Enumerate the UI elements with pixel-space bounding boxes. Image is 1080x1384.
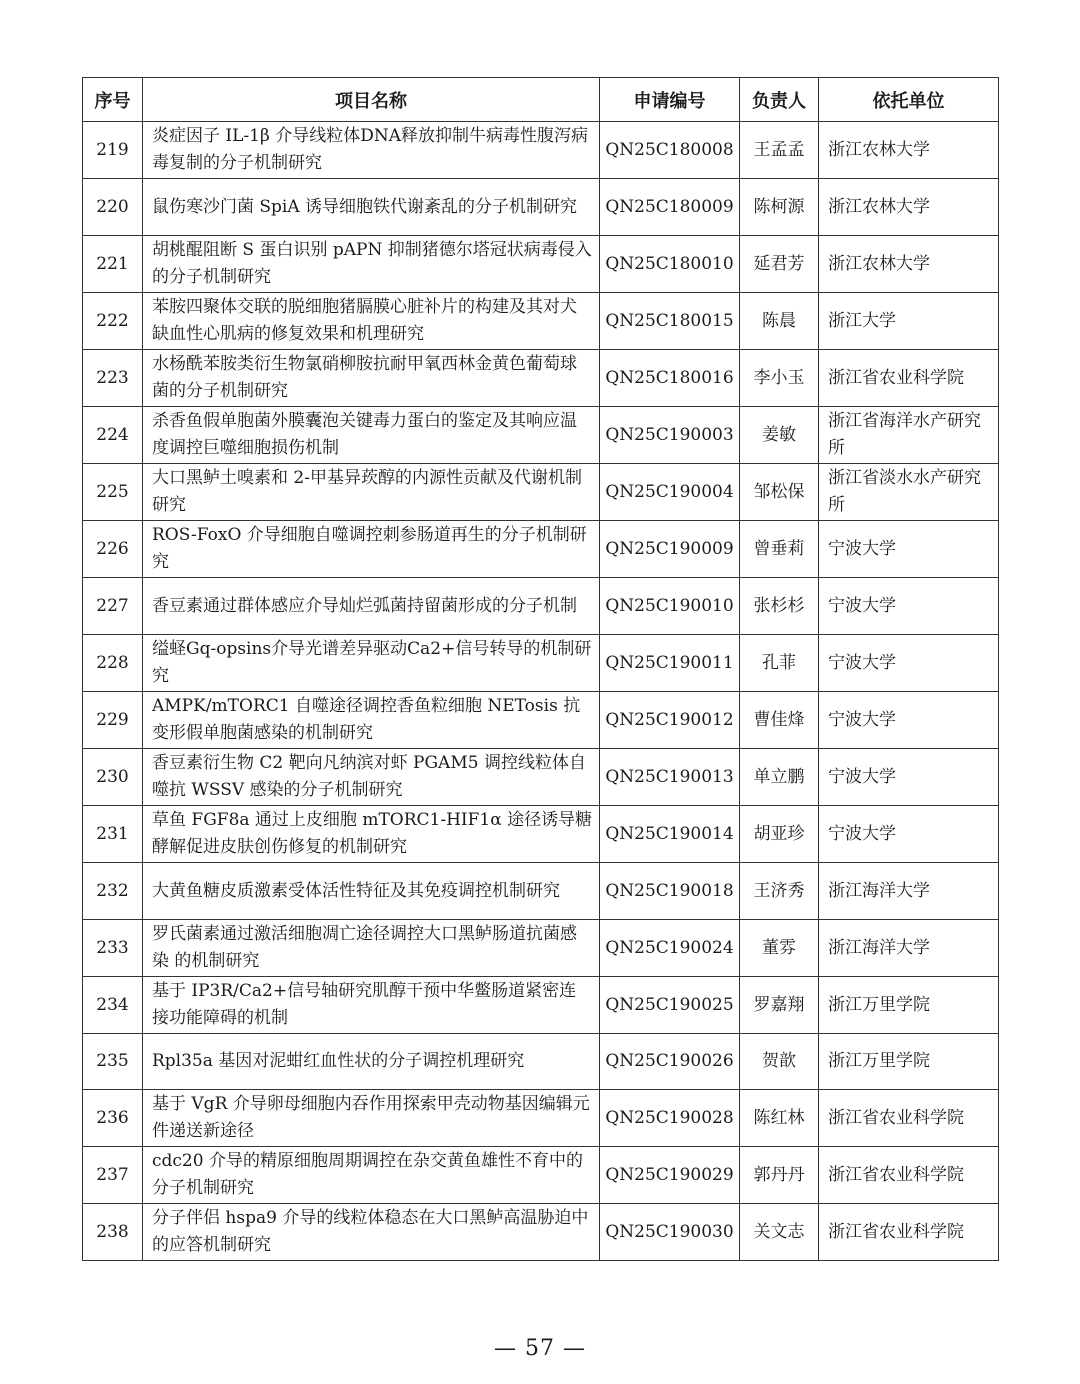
table-row: [83, 977, 999, 1034]
cell-principal-investigator: 陈红林: [740, 1090, 819, 1147]
cell-host-institution: 浙江省农业科学院: [819, 350, 999, 407]
cell-project-name: 香豆素衍生物 C2 靶向凡纳滨对虾 PGAM5 调控线粒体自噬抗 WSSV 感染的分子机制研究: [143, 749, 600, 806]
cell-project-name: 炎症因子 IL-1β 介导线粒体DNA释放抑制牛病毒性腹泻病毒复制的分子机制研究: [143, 122, 600, 179]
cell-serial-number: 230: [83, 749, 143, 806]
cell-application-code: QN25C190026: [600, 1034, 740, 1090]
cell-project-name: 大口黑鲈土嗅素和 2-甲基异莰醇的内源性贡献及代谢机制研究: [143, 464, 600, 521]
cell-serial-number: 233: [83, 920, 143, 977]
cell-principal-investigator: 姜敏: [740, 407, 819, 464]
cell-application-code: QN25C190004: [600, 464, 740, 521]
cell-serial-number: 227: [83, 578, 143, 635]
table-row: [83, 863, 999, 920]
table-row: [83, 635, 999, 692]
cell-project-name: Rpl35a 基因对泥蚶红血性状的分子调控机理研究: [143, 1034, 600, 1090]
page-number: — 57 —: [494, 1336, 586, 1361]
cell-host-institution: 宁波大学: [819, 635, 999, 692]
cell-application-code: QN25C190029: [600, 1147, 740, 1204]
cell-project-name: 胡桃醌阻断 S 蛋白识别 pAPN 抑制猪德尔塔冠状病毒侵入的分子机制研究: [143, 236, 600, 293]
cell-project-name: cdc20 介导的精原细胞周期调控在杂交黄鱼雄性不育中的分子机制研究: [143, 1147, 600, 1204]
cell-application-code: QN25C190018: [600, 863, 740, 920]
cell-host-institution: 宁波大学: [819, 521, 999, 578]
table-row: [83, 692, 999, 749]
header-project-name: 项目名称: [143, 78, 600, 122]
cell-principal-investigator: 单立鹏: [740, 749, 819, 806]
cell-application-code: QN25C190011: [600, 635, 740, 692]
cell-principal-investigator: 曹佳烽: [740, 692, 819, 749]
cell-principal-investigator: 曾垂莉: [740, 521, 819, 578]
cell-principal-investigator: 董雰: [740, 920, 819, 977]
cell-project-name: 大黄鱼糖皮质激素受体活性特征及其免疫调控机制研究: [143, 863, 600, 920]
cell-host-institution: 浙江海洋大学: [819, 863, 999, 920]
cell-host-institution: 浙江农林大学: [819, 122, 999, 179]
cell-project-name: 罗氏菌素通过激活细胞凋亡途径调控大口黑鲈肠道抗菌感染 的机制研究: [143, 920, 600, 977]
cell-principal-investigator: 延君芳: [740, 236, 819, 293]
table-row: [83, 578, 999, 635]
cell-serial-number: 221: [83, 236, 143, 293]
cell-application-code: QN25C190024: [600, 920, 740, 977]
header-host-institution: 依托单位: [819, 78, 999, 122]
cell-application-code: QN25C190009: [600, 521, 740, 578]
table-row: [83, 407, 999, 464]
cell-host-institution: 宁波大学: [819, 749, 999, 806]
table-row: [83, 179, 999, 236]
cell-application-code: QN25C190012: [600, 692, 740, 749]
cell-principal-investigator: 关文志: [740, 1204, 819, 1261]
cell-principal-investigator: 陈柯源: [740, 179, 819, 236]
cell-host-institution: 浙江万里学院: [819, 1034, 999, 1090]
cell-serial-number: 226: [83, 521, 143, 578]
cell-application-code: QN25C180009: [600, 179, 740, 236]
header-serial-number: 序号: [83, 78, 143, 122]
table-row: [83, 806, 999, 863]
cell-application-code: QN25C180008: [600, 122, 740, 179]
header-application-code: 申请编号: [600, 78, 740, 122]
cell-application-code: QN25C190028: [600, 1090, 740, 1147]
cell-serial-number: 229: [83, 692, 143, 749]
table-row: [83, 749, 999, 806]
cell-application-code: QN25C190013: [600, 749, 740, 806]
project-table: [82, 77, 999, 1261]
cell-principal-investigator: 王济秀: [740, 863, 819, 920]
cell-serial-number: 237: [83, 1147, 143, 1204]
cell-serial-number: 222: [83, 293, 143, 350]
cell-application-code: QN25C190025: [600, 977, 740, 1034]
cell-serial-number: 225: [83, 464, 143, 521]
table-row: [83, 920, 999, 977]
cell-project-name: 水杨酰苯胺类衍生物氯硝柳胺抗耐甲氧西林金黄色葡萄球菌的分子机制研究: [143, 350, 600, 407]
cell-principal-investigator: 郭丹丹: [740, 1147, 819, 1204]
table-row: [83, 1090, 999, 1147]
cell-application-code: QN25C190010: [600, 578, 740, 635]
cell-host-institution: 浙江农林大学: [819, 179, 999, 236]
cell-principal-investigator: 孔菲: [740, 635, 819, 692]
cell-host-institution: 浙江省农业科学院: [819, 1204, 999, 1261]
cell-application-code: QN25C180015: [600, 293, 740, 350]
cell-application-code: QN25C180010: [600, 236, 740, 293]
cell-serial-number: 234: [83, 977, 143, 1034]
table-row: [83, 236, 999, 293]
cell-host-institution: 浙江省海洋水产研究所: [819, 407, 999, 464]
cell-host-institution: 浙江省淡水水产研究所: [819, 464, 999, 521]
table-row: [83, 350, 999, 407]
cell-serial-number: 235: [83, 1034, 143, 1090]
cell-project-name: 分子伴侣 hspa9 介导的线粒体稳态在大口黑鲈高温胁迫中的应答机制研究: [143, 1204, 600, 1261]
cell-project-name: AMPK/mTORC1 自噬途径调控香鱼粒细胞 NETosis 抗变形假单胞菌感染的机制研究: [143, 692, 600, 749]
cell-host-institution: 宁波大学: [819, 692, 999, 749]
cell-principal-investigator: 王孟孟: [740, 122, 819, 179]
table-row: [83, 1147, 999, 1204]
cell-principal-investigator: 胡亚珍: [740, 806, 819, 863]
table-row: [83, 1204, 999, 1261]
cell-serial-number: 236: [83, 1090, 143, 1147]
cell-principal-investigator: 张杉杉: [740, 578, 819, 635]
cell-application-code: QN25C190030: [600, 1204, 740, 1261]
cell-host-institution: 浙江万里学院: [819, 977, 999, 1034]
cell-host-institution: 浙江省农业科学院: [819, 1090, 999, 1147]
cell-project-name: 杀香鱼假单胞菌外膜囊泡关键毒力蛋白的鉴定及其响应温度调控巨噬细胞损伤机制: [143, 407, 600, 464]
table-row: [83, 122, 999, 179]
cell-serial-number: 231: [83, 806, 143, 863]
cell-project-name: 苯胺四聚体交联的脱细胞猪膈膜心脏补片的构建及其对犬缺血性心肌病的修复效果和机理研究: [143, 293, 600, 350]
cell-project-name: 缢蛏Gq-opsins介导光谱差异驱动Ca2+信号转导的机制研究: [143, 635, 600, 692]
header-principal-investigator: 负责人: [740, 78, 819, 122]
cell-serial-number: 232: [83, 863, 143, 920]
cell-application-code: QN25C180016: [600, 350, 740, 407]
cell-serial-number: 238: [83, 1204, 143, 1261]
cell-host-institution: 浙江海洋大学: [819, 920, 999, 977]
cell-application-code: QN25C190014: [600, 806, 740, 863]
table-row: [83, 293, 999, 350]
table-row: [83, 464, 999, 521]
cell-host-institution: 宁波大学: [819, 806, 999, 863]
cell-serial-number: 219: [83, 122, 143, 179]
cell-serial-number: 223: [83, 350, 143, 407]
cell-project-name: ROS-FoxO 介导细胞自噬调控刺参肠道再生的分子机制研究: [143, 521, 600, 578]
table-row: [83, 521, 999, 578]
cell-serial-number: 228: [83, 635, 143, 692]
cell-principal-investigator: 陈晨: [740, 293, 819, 350]
cell-host-institution: 浙江大学: [819, 293, 999, 350]
cell-project-name: 鼠伤寒沙门菌 SpiA 诱导细胞铁代谢紊乱的分子机制研究: [143, 179, 600, 236]
cell-project-name: 基于 IP3R/Ca2+信号轴研究肌醇干预中华鳖肠道紧密连接功能障碍的机制: [143, 977, 600, 1034]
cell-principal-investigator: 邹松保: [740, 464, 819, 521]
cell-application-code: QN25C190003: [600, 407, 740, 464]
table-header-row: [83, 78, 999, 122]
cell-host-institution: 宁波大学: [819, 578, 999, 635]
cell-principal-investigator: 罗嘉翔: [740, 977, 819, 1034]
cell-serial-number: 220: [83, 179, 143, 236]
cell-principal-investigator: 贺歆: [740, 1034, 819, 1090]
cell-serial-number: 224: [83, 407, 143, 464]
cell-host-institution: 浙江省农业科学院: [819, 1147, 999, 1204]
cell-project-name: 香豆素通过群体感应介导灿烂弧菌持留菌形成的分子机制: [143, 578, 600, 635]
cell-host-institution: 浙江农林大学: [819, 236, 999, 293]
cell-project-name: 基于 VgR 介导卵母细胞内吞作用探索甲壳动物基因编辑元件递送新途径: [143, 1090, 600, 1147]
cell-project-name: 草鱼 FGF8a 通过上皮细胞 mTORC1-HIF1α 途径诱导糖酵解促进皮肤创伤修复的机制研究: [143, 806, 600, 863]
table-row: [83, 1034, 999, 1090]
cell-principal-investigator: 李小玉: [740, 350, 819, 407]
